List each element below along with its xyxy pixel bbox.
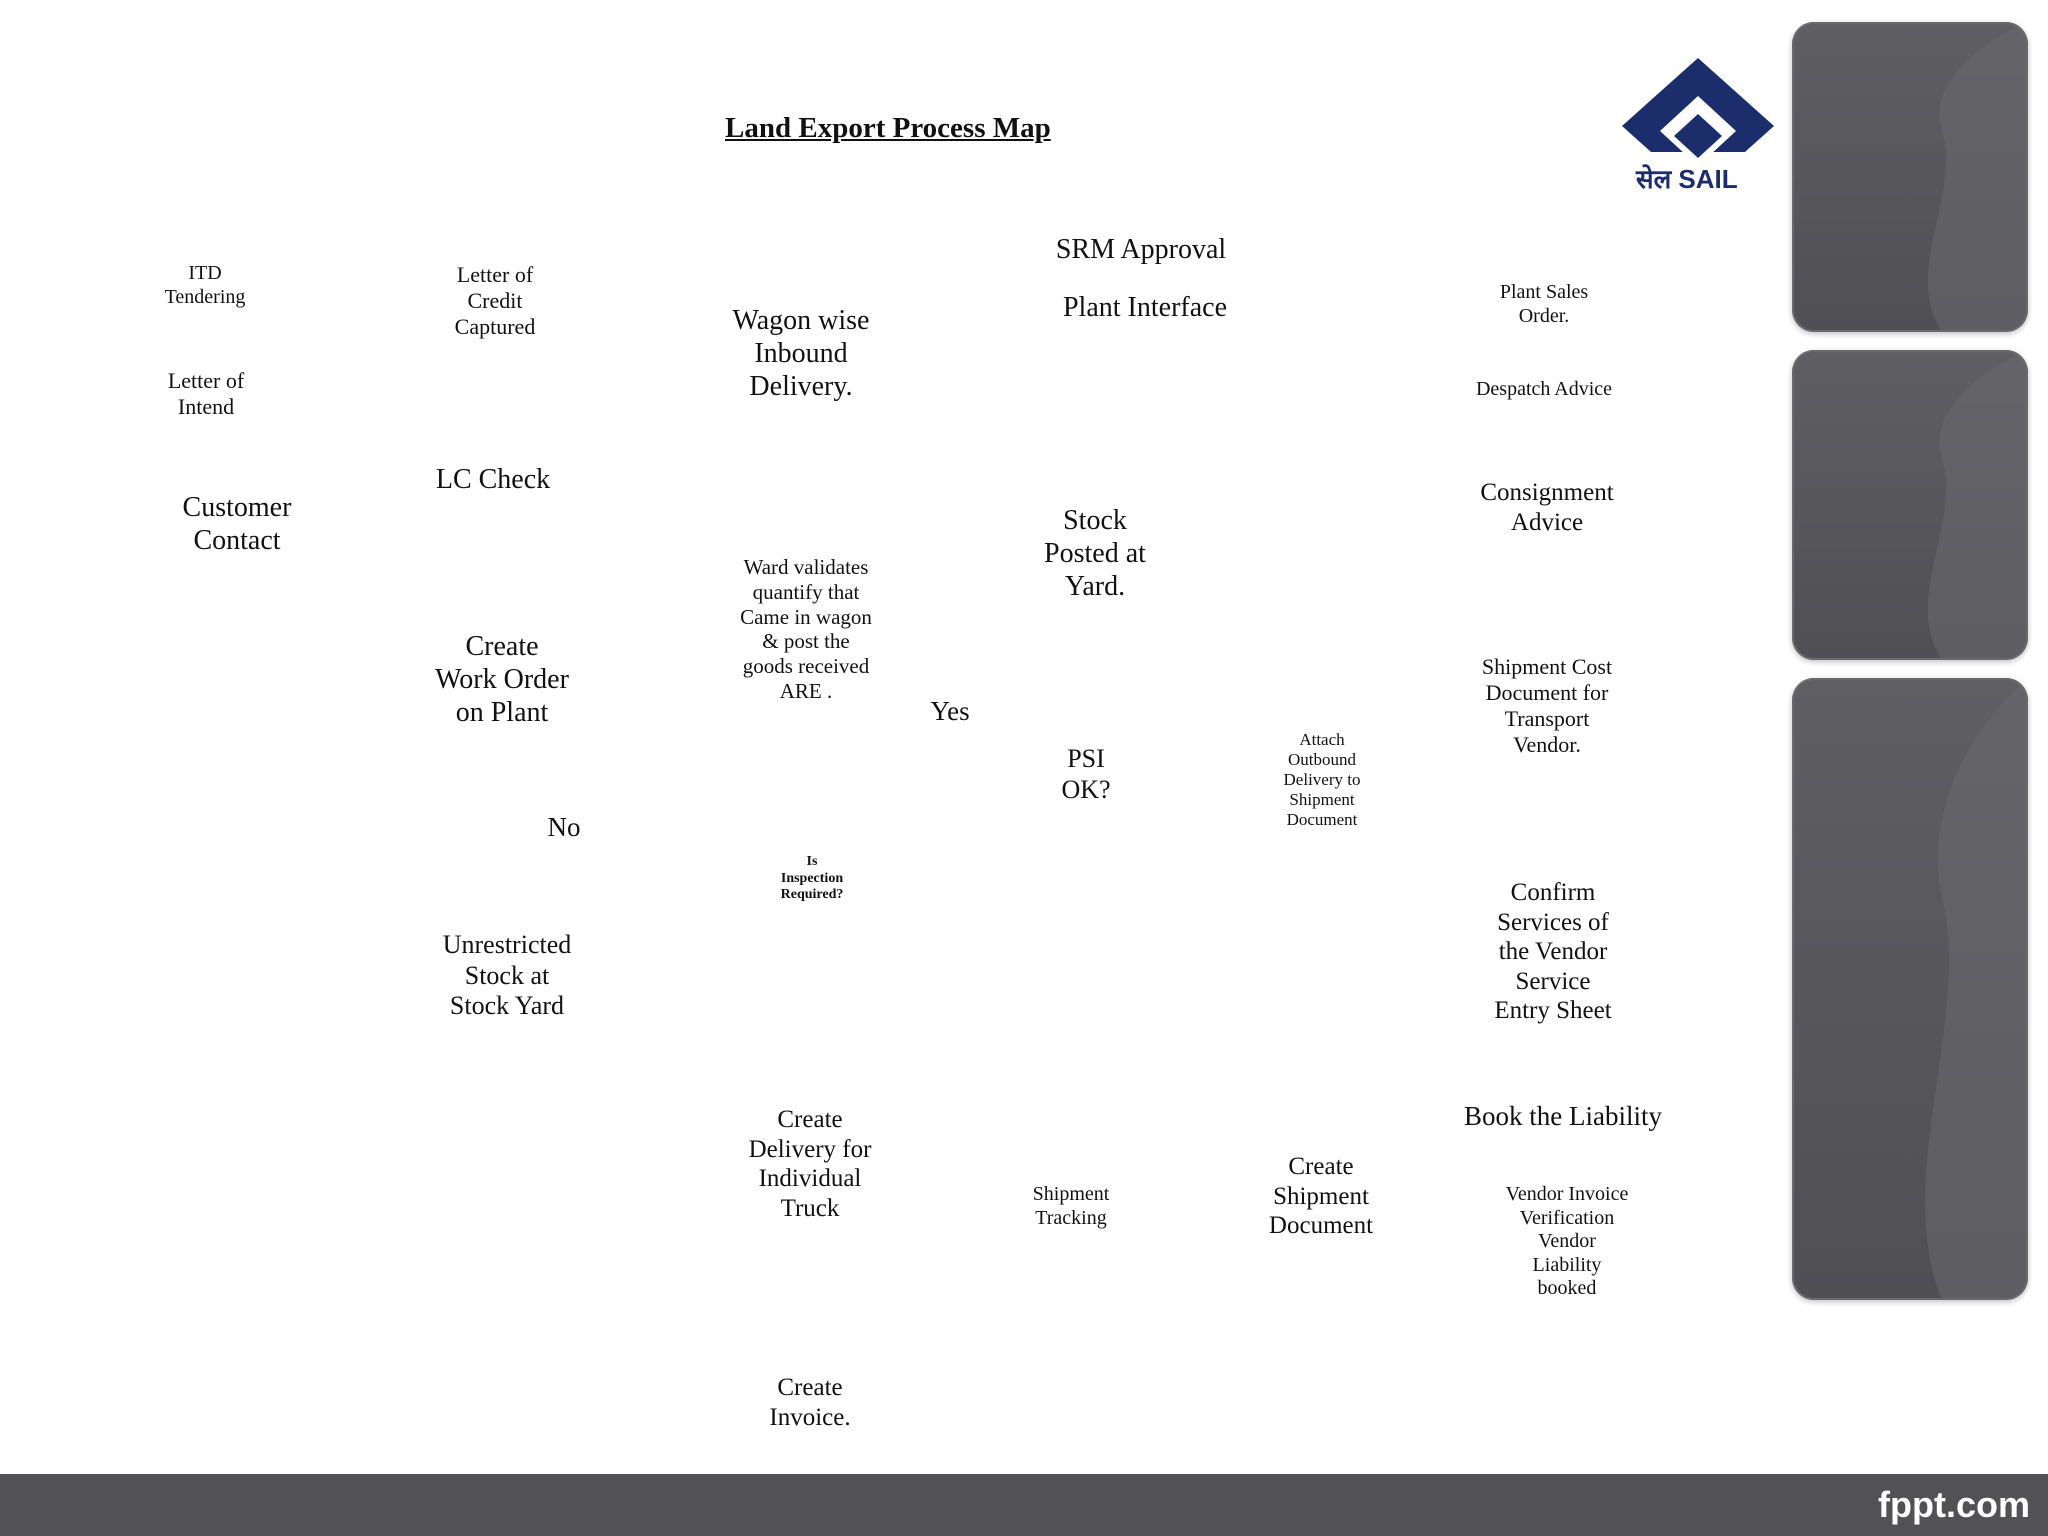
node-create-invoice: Create Invoice. <box>769 1374 851 1431</box>
node-create-delivery-truck: Create Delivery for Individual Truck <box>748 1106 872 1222</box>
node-letter-of-intend: Letter of Intend <box>167 368 245 419</box>
node-shipment-tracking: Shipment Tracking <box>1032 1183 1110 1229</box>
node-plant-sales-order: Plant Sales Order. <box>1499 281 1589 327</box>
node-ward-validates: Ward validates quantify that Came in wagon & post the goods received ARE . <box>740 555 872 703</box>
node-srm-approval: SRM Approval <box>1055 234 1227 265</box>
node-customer-contact: Customer Contact <box>182 492 292 557</box>
footer-bar <box>0 1474 2048 1536</box>
node-despatch-advice: Despatch Advice <box>1475 378 1613 400</box>
side-panel-middle <box>1792 350 2028 660</box>
label-no: No <box>547 812 581 842</box>
node-lc-check: LC Check <box>435 464 551 495</box>
side-panel-top <box>1792 22 2028 332</box>
node-confirm-services: Confirm Services of the Vendor Service Entry Sheet <box>1494 879 1612 1024</box>
node-unrestricted-stock: Unrestricted Stock at Stock Yard <box>442 930 572 1021</box>
label-yes: Yes <box>930 696 970 726</box>
page-title: Land Export Process Map <box>725 112 1051 144</box>
node-plant-interface: Plant Interface <box>1062 292 1228 323</box>
node-psi-ok: PSI OK? <box>1061 744 1111 804</box>
node-consignment-advice: Consignment Advice <box>1480 479 1614 536</box>
node-shipment-cost: Shipment Cost Document for Transport Vendor. <box>1481 654 1613 757</box>
node-letter-of-credit: Letter of Credit Captured <box>454 262 536 339</box>
node-wagon-inbound: Wagon wise Inbound Delivery. <box>732 305 870 403</box>
node-vendor-invoice: Vendor Invoice Verification Vendor Liability booked <box>1505 1183 1629 1300</box>
node-stock-posted: Stock Posted at Yard. <box>1044 505 1146 603</box>
logo-text: सेल SAIL <box>1636 164 1738 194</box>
node-inspection-required: Is Inspection Required? <box>780 854 844 903</box>
node-create-work-order: Create Work Order on Plant <box>435 631 569 729</box>
node-itd-tendering: ITD Tendering <box>164 262 246 308</box>
footer-brand: fppt.com <box>1878 1484 2030 1525</box>
node-attach-outbound: Attach Outbound Delivery to Shipment Document <box>1283 730 1361 830</box>
node-create-shipment-doc: Create Shipment Document <box>1268 1153 1374 1239</box>
side-panel-bottom <box>1792 678 2028 1300</box>
node-book-liability: Book the Liability <box>1464 1101 1662 1131</box>
